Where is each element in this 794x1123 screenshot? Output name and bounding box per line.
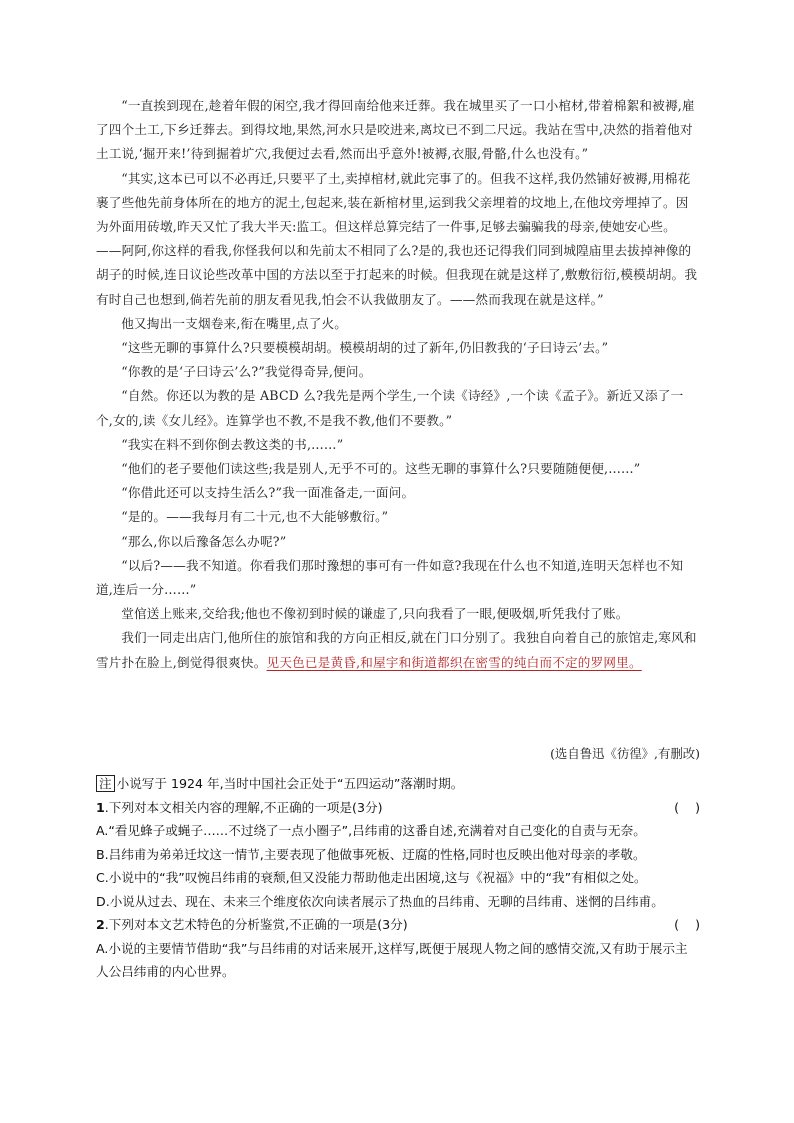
- story-paragraph: “他们的老子要他们读这些;我是别人,无乎不可的。这些无聊的事算什么?只要随随便便,……”: [121, 461, 641, 477]
- story-paragraph: “一直挨到现在,趁着年假的闲空,我才得回南给他来迁葬。我在城里买了一口小棺材,带着棉絮和被褥,雇了四个土工,下乡迁葬去。到得坟地,果然,河水只是咬进来,离坟已不到二尺远。我站在雪中,决然的指着他对土工说,‘掘开来!’待到掘着圹穴,我便过去看,然而出乎意外!被褥,衣服,骨骼,什么也没有。”: [96, 98, 695, 162]
- question-text: .下列对本文相关内容的理解,不正确的一项是(3分): [104, 799, 383, 815]
- story-paragraph: 堂倌送上账来,交给我;他也不像初到时候的谦虚了,只向我看了一眼,便吸烟,听凭我付了账。: [121, 606, 629, 622]
- story-paragraph: “那么,你以后豫备怎么办呢?”: [121, 533, 287, 549]
- story-final-paragraph: [96, 626, 700, 674]
- story-paragraph: “这些无聊的事算什么?只要模模胡胡。模模胡胡的过了新年,仍旧教我的‘子曰诗云’去。”: [121, 340, 609, 356]
- option-a[interactable]: A.“看见蜂子或蝇子……不过绕了一点小圈子”,吕纬甫的这番自述,充满着对自己变化的自责与无奈。: [96, 823, 646, 838]
- question-number: 1: [96, 799, 105, 815]
- story-paragraph: “是的。——我每月有二十元,也不大能够敷衍。”: [121, 509, 389, 525]
- answer-blank[interactable]: ( ): [674, 917, 700, 932]
- marked-sentence: 见天色已是黄昏,和屋宇和街道都织在密雪的纯白而不定的罗网里。: [266, 654, 642, 670]
- story-paragraph: 他又掏出一支烟卷来,衔在嘴里,点了火。: [121, 315, 348, 331]
- note-label: 注: [96, 775, 115, 792]
- question-stem: [96, 796, 700, 820]
- option-a[interactable]: A.小说的主要情节借助“我”与吕纬甫的对话来展开,这样写,既便于展现人物之间的感情交流,又有助于展示主人公吕纬甫的内心世界。: [96, 940, 688, 979]
- story-paragraph: “我实在料不到你倒去教这类的书,……”: [121, 436, 344, 452]
- footnote: [96, 772, 700, 796]
- question-section: [96, 772, 700, 984]
- story-paragraph: “你教的是‘子曰诗云’么?”我觉得奇异,便问。: [121, 364, 372, 380]
- story-paragraph: “自然。你还以为教的是 ABCD 么?我先是两个学生,一个读《诗经》,一个读《孟子》。新近又添了一个,女的,读《女儿经》。连算学也不教,不是我不教,他们不要教。”: [96, 388, 684, 428]
- question-text: .下列对本文艺术特色的分析鉴赏,不正确的一项是(3分): [104, 917, 408, 932]
- story-paragraph: “以后?——我不知道。你看我们那时豫想的事可有一件如意?我现在什么也不知道,连明天怎样也不知道,连后一分……”: [96, 557, 684, 598]
- option-b[interactable]: B.吕纬甫为弟弟迁坟这一情节,主要表现了他做事死板、迂腐的性格,同时也反映出他对母亲的孝敬。: [96, 846, 646, 862]
- question-stem: [96, 913, 700, 937]
- story-paragraph: “你借此还可以支持生活么?”我一面准备走,一面问。: [121, 485, 415, 501]
- note-text: 小说写于 1924 年,当时中国社会正处于“五四运动”落潮时期。: [116, 776, 464, 791]
- answer-blank[interactable]: ( ): [674, 799, 700, 815]
- story-excerpt: [96, 94, 700, 675]
- source-citation: (选自鲁迅《彷徨》,有删改): [550, 746, 700, 761]
- question-number: 2: [96, 917, 105, 932]
- option-d[interactable]: D.小说从过去、现在、未来三个维度依次向读者展示了热血的吕纬甫、无聊的吕纬甫、迷惘的吕纬甫。: [96, 893, 664, 909]
- story-paragraph: “其实,这本已可以不必再迁,只要平了土,卖掉棺材,就此完事了的。但我不这样,我仍然铺好被褥,用棉花裹了些他先前身体所在的地方的泥土,包起来,装在新棺材里,运到我父亲埋着的坟地上,在他坟旁埋掉了。因为外面用砖墩,昨天又忙了我大半天:监工。但这样总算完结了一件事,足够去骗骗我的母亲,使她安心些。——阿阿,你这样的看我,你怪我何以和先前太不相同了么?是的,我也还记得我们同到城隍庙里去拔掉神像的胡子的时候,连日议论些改革中国的方法以至于打起来的时候。但我现在就是这样了,敷敷衍衍,模模胡胡。我有时自己也想到,倘若先前的朋友看见我,怕会不认我做朋友了。——然而我现在就是这样。”: [96, 170, 698, 307]
- final-paragraph-text: 我们一同走出店门,他所住的旅馆和我的方向正相反,就在门口分别了。我独自向着自己的旅馆走,寒风和雪片扑在脸上,倒觉得很爽快。: [96, 630, 697, 670]
- option-c[interactable]: C.小说中的“我”叹惋吕纬甫的衰颓,但又没能力帮助他走出困境,这与《祝福》中的“我”有相似之处。: [96, 870, 647, 885]
